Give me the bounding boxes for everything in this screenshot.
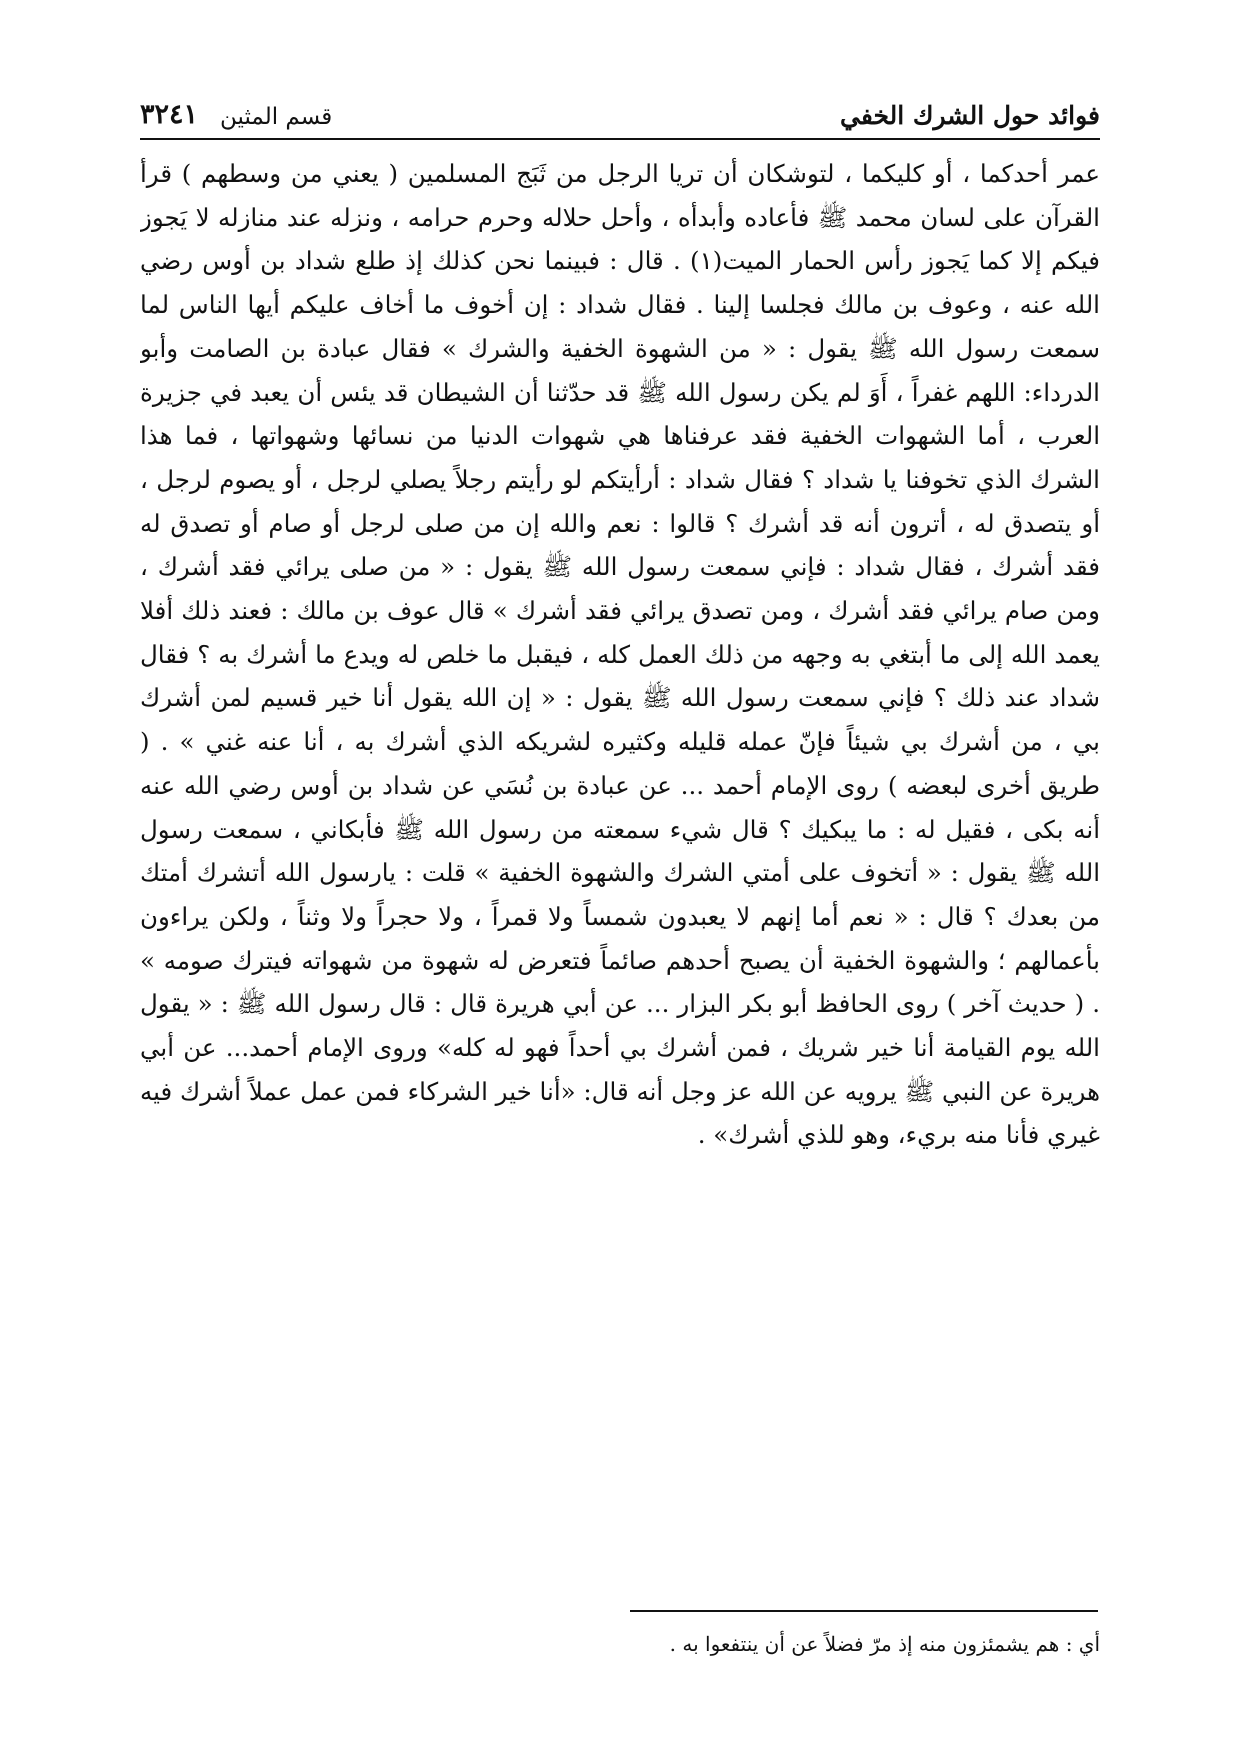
- running-title: فوائد حول الشرك الخفي: [840, 101, 1100, 130]
- body-paragraph: عمر أحدكما ، أو كليكما ، لتوشكان أن تريا الرجل من ثَبَج المسلمين ( يعني من وسطهم ) قرأ القرآن على لسان محمد ﷺ فأعاده وأبدأه ، وأحل حلاله وحرم حرامه ، ونزله عند منازله لا يَجوز فيكم إلا كما يَجوز رأس الحمار الميت(١) . قال : فبينما نحن كذلك إذ طلع شداد بن أوس رضي الله عنه ، وعوف بن مالك فجلسا إلينا . فقال شداد : إن أخوف ما أخاف عليكم أيها الناس لما سمعت رسول الله ﷺ يقول : « من الشهوة الخفية والشرك » فقال عبادة بن الصامت وأبو الدرداء: اللهم غفراً ، أَوَ لم يكن رسول الله ﷺ قد حدّثنا أن الشيطان قد يئس أن يعبد في جزيرة العرب ، أما الشهوات الخفية فقد عرفناها هي شهوات الدنيا من نسائها وشهواتها ، فما هذا الشرك الذي تخوفنا يا شداد ؟ فقال شداد : أرأيتكم لو رأيتم رجلاً يصلي لرجل ، أو يصوم لرجل ، أو يتصدق له ، أترون أنه قد أشرك ؟ قالوا : نعم والله إن من صلى لرجل أو صام أو تصدق له فقد أشرك ، فقال شداد : فإني سمعت رسول الله ﷺ يقول : « من صلى يرائي فقد أشرك ، ومن صام يرائي فقد أشرك ، ومن تصدق يرائي فقد أشرك » قال عوف بن مالك : فعند ذلك أفلا يعمد الله إلى ما أبتغي به وجهه من ذلك العمل كله ، فيقبل ما خلص له ويدع ما أشرك به ؟ فقال شداد عند ذلك ؟ فإني سمعت رسول الله ﷺ يقول : « إن الله يقول أنا خير قسيم لمن أشرك بي ، من أشرك بي شيئاً فإنّ عمله قليله وكثيره لشريكه الذي أشرك به ، أنا عنه غني » . ( طريق أخرى لبعضه ) روى الإمام أحمد ... عن عبادة بن نُسَي عن شداد بن أوس رضي الله عنه أنه بكى ، فقيل له : ما يبكيك ؟ قال شيء سمعته من رسول الله ﷺ فأبكاني ، سمعت رسول الله ﷺ يقول : « أتخوف على أمتي الشرك والشهوة الخفية » قلت : يارسول الله أتشرك أمتك من بعدك ؟ قال : « نعم أما إنهم لا يعبدون شمساً ولا قمراً ، ولا حجراً ولا وثناً ، ولكن يراءون بأعمالهم ؛ والشهوة الخفية أن يصبح أحدهم صائماً فتعرض له شهوة من شهواته فيترك صومه » . ( حديث آخر ) روى الحافظ أبو بكر البزار ... عن أبي هريرة قال : قال رسول الله ﷺ : « يقول الله يوم القيامة أنا خير شريك ، فمن أشرك بي أحداً فهو له كله» وروى الإمام أحمد... عن أبي هريرة عن النبي ﷺ يرويه عن الله عز وجل أنه قال: «أنا خير الشركاء فمن عمل عملاً أشرك فيه غيري فأنا منه بريء، وهو للذي أشرك» .: [140, 159, 1100, 1150]
- footnote-divider: [630, 1610, 1098, 1612]
- page-number: ٣٢٤١: [140, 99, 199, 130]
- section-name: قسم المثين: [220, 104, 333, 130]
- header-meta: [140, 99, 332, 130]
- header-divider: [140, 138, 1100, 140]
- footnote: أي : هم يشمئزون منه إذ مرّ فضلاً عن أن ينتفعوا به .: [669, 1632, 1100, 1656]
- page-header: [140, 86, 1100, 130]
